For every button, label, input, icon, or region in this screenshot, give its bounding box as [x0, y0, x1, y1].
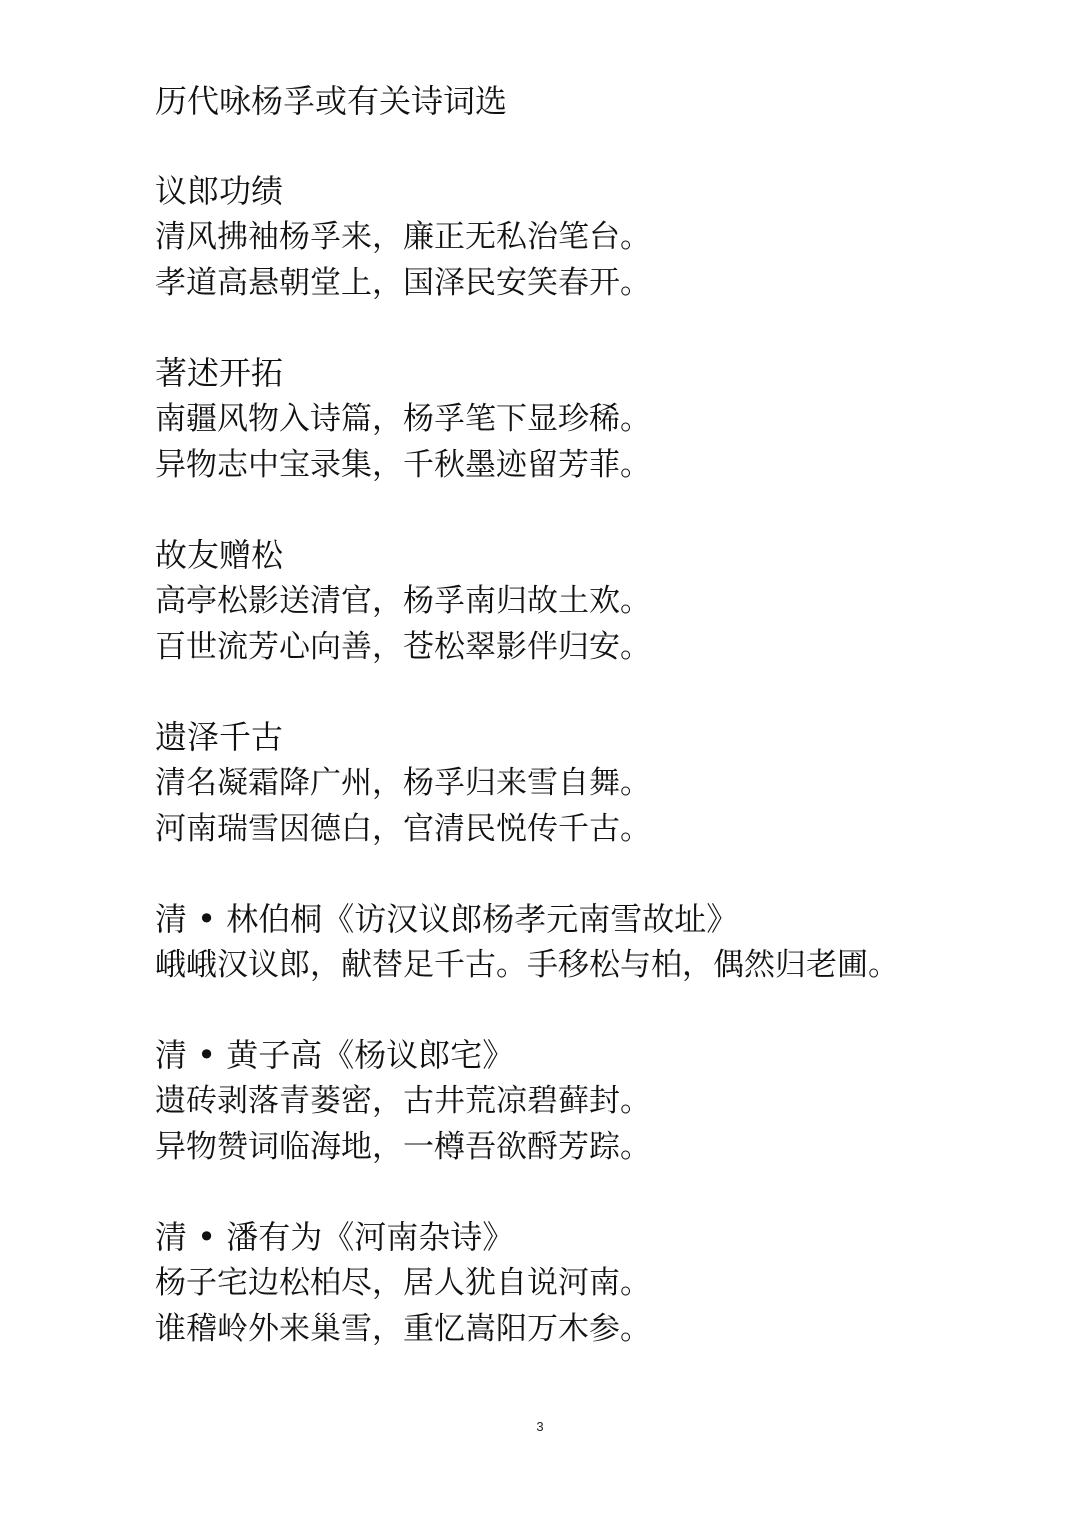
poem-section: [155, 714, 1045, 852]
poem-line: 谁稽岭外来巢雪，重忆嵩阳万木参。: [155, 1311, 651, 1347]
poem-title: 著述开拓: [155, 354, 284, 392]
poem-line: 遗砖剥落青蒌密，古井荒凉碧藓封。: [155, 1083, 651, 1119]
poem-title: 清 • 林伯桐《访汉议郎杨孝元南雪故址》: [155, 900, 739, 938]
poem-section: [155, 350, 1045, 488]
poem-section: [155, 532, 1045, 670]
poem-title: 遗泽千古: [155, 718, 284, 756]
poem-line: 清名凝霜降广州，杨孚归来雪自舞。: [155, 765, 651, 801]
poem-line: 清风拂袖杨孚来，廉正无私治笔台。: [155, 219, 651, 255]
poem-title: 议郎功绩: [155, 172, 284, 210]
poem-line: 百世流芳心向善，苍松翠影伴归安。: [155, 629, 651, 665]
poem-section: [155, 168, 1045, 306]
document-title: 历代咏杨孚或有关诗词选: [155, 82, 508, 120]
poem-section: [155, 896, 1045, 988]
poem-line: 杨子宅边松柏尽，居人犹自说河南。: [155, 1265, 651, 1301]
poem-line: 南疆风物入诗篇，杨孚笔下显珍稀。: [155, 401, 651, 437]
poem-line: 高亭松影送清官，杨孚南归故土欢。: [155, 583, 651, 619]
document-content: [155, 78, 1045, 1352]
page-number: 3: [536, 1419, 544, 1434]
poem-line: 河南瑞雪因德白，官清民悦传千古。: [155, 811, 651, 847]
poem-line: 孝道高悬朝堂上，国泽民安笑春开。: [155, 265, 651, 301]
poem-title: 清 • 黄子高《杨议郎宅》: [155, 1036, 515, 1074]
poem-section: [155, 1214, 1045, 1352]
poem-line: 异物赞词临海地，一樽吾欲酹芳踪。: [155, 1129, 651, 1165]
poem-title: 清 • 潘有为《河南杂诗》: [155, 1218, 515, 1256]
poem-title: 故友赠松: [155, 536, 284, 574]
poem-section: [155, 1032, 1045, 1170]
poem-line: 异物志中宝录集，千秋墨迹留芳菲。: [155, 447, 651, 483]
poem-line: 峨峨汉议郎，献替足千古。手移松与柏，偶然归老圃。: [155, 947, 899, 983]
